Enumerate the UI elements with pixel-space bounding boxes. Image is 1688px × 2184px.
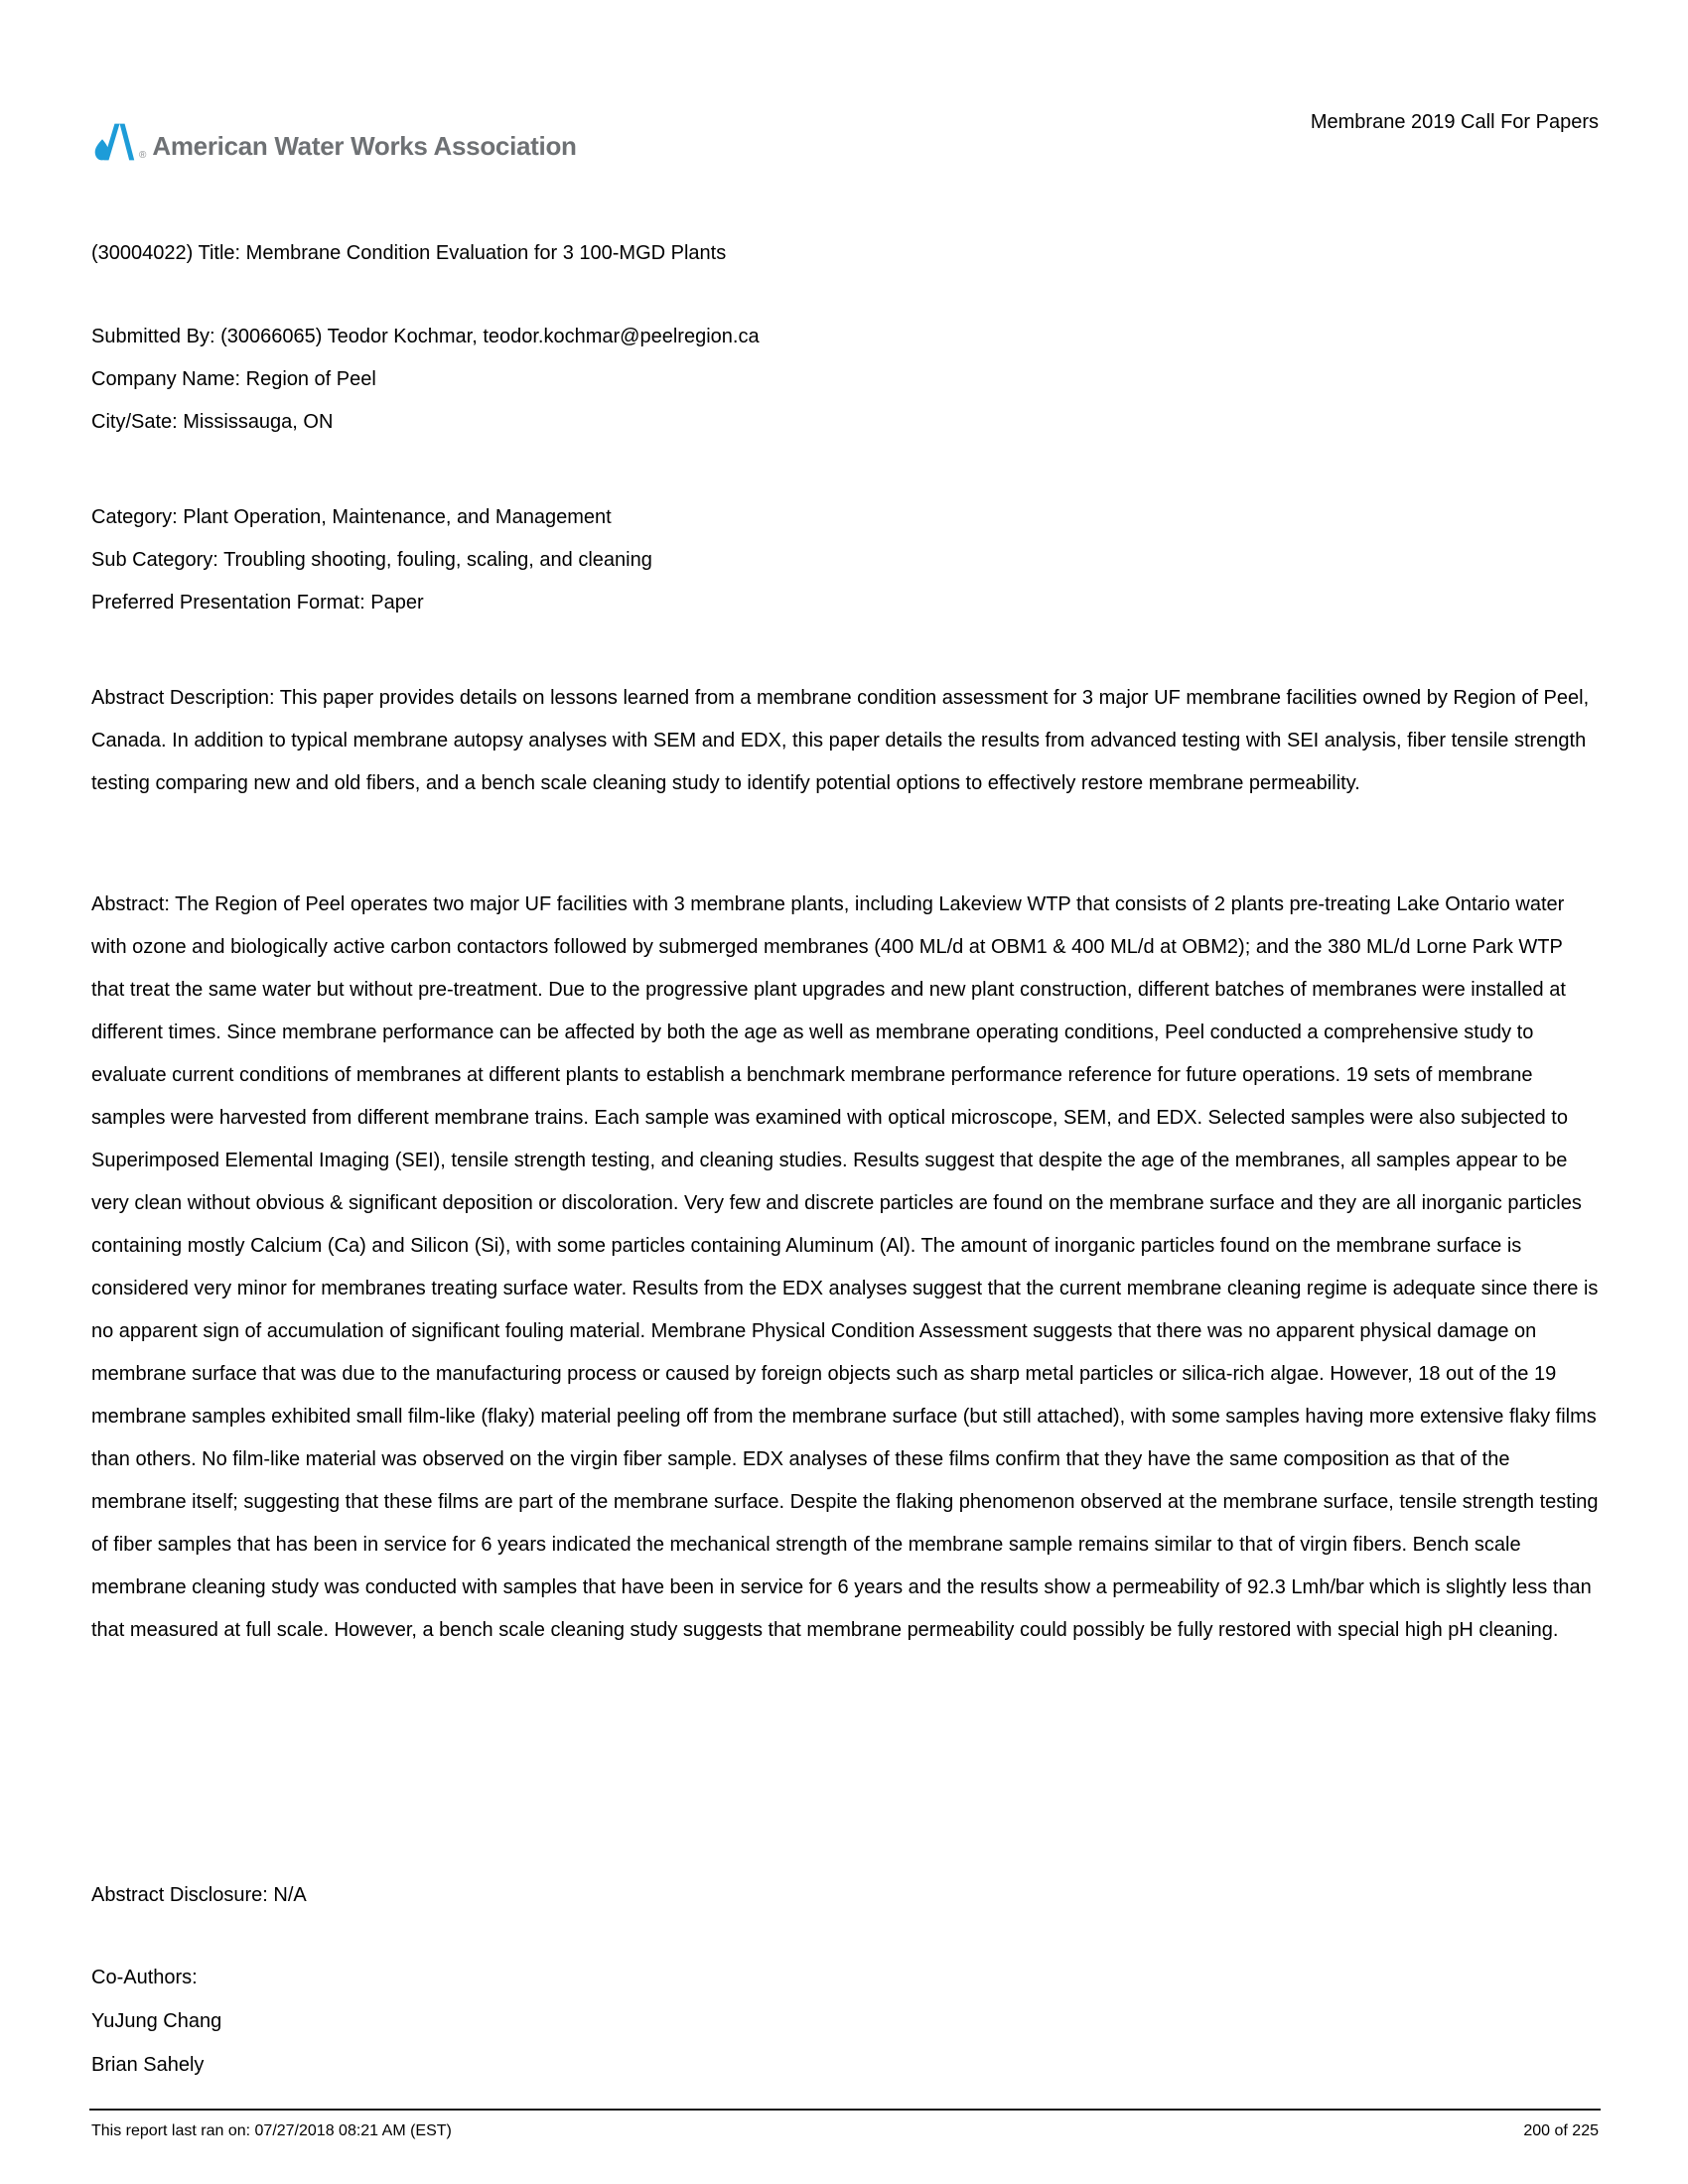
abstract-description (91, 677, 1601, 805)
awwa-logo (91, 119, 577, 165)
submitted-by-line (91, 316, 1601, 358)
company-value: Region of Peel (245, 368, 376, 390)
company-label: Company Name: (91, 368, 241, 390)
co-authors-block (91, 1956, 1601, 2087)
abstract-disclosure-label: Abstract Disclosure: (91, 1884, 268, 1906)
abstract-description-text: This paper provides details on lessons learned from a membrane condition assessment for 3 major UF membrane facilities owned by Region of Peel, Canada. In addition to typical membrane autopsy analyses with SEM and EDX, this paper details the results from advanced testing with SEI analysis, fiber tensile strength testing comparing new and old fibers, and a bench scale cleaning study to identify potential options to effectively restore membrane permeability. (91, 687, 1590, 794)
category-value: Plant Operation, Maintenance, and Management (183, 506, 612, 528)
abstract-text: The Region of Peel operates two major UF facilities with 3 membrane plants, including Lakeview WTP that consists of 2 plants pre-treating Lake Ontario water with ozone and biologically active carbon contactors followed by submerged membranes (400 ML/d at OBM1 & 400 ML/d at OBM2); and the 380 ML/d Lorne Park WTP that treat the same water but without pre-treatment. Due to the progressive plant upgrades and new plant construction, different batches of membranes were installed at different times. Since membrane performance can be affected by both the age as well as membrane operating conditions, Peel conducted a comprehensive study to evaluate current conditions of membranes at different plants to establish a benchmark membrane performance reference for future operations. 19 sets of membrane samples were harvested from different membrane trains. Each sample was examined with optical microscope, SEM, and EDX. Selected samples were also subjected to Superimposed Elemental Imaging (SEI), tensile strength testing, and cleaning studies. Results suggest that despite the age of the membranes, all samples appear to be very clean without obvious & significant deposition or discoloration. Very few and discrete particles are found on the membrane surface and they are all inorganic particles containing mostly Calcium (Ca) and Silicon (Si), with some particles containing Aluminum (Al). The amount of inorganic particles found on the membrane surface is considered very minor for membranes treating surface water. Results from the EDX analyses suggest that the current membrane cleaning regime is adequate since there is no apparent sign of accumulation of significant fouling material. Membrane Physical Condition Assessment suggests that there was no apparent physical damage on membrane surface that was due to the manufacturing process or caused by foreign objects such as sharp metal particles or silica-rich algae. However, 18 out of the 19 membrane samples exhibited small film-like (flaky) material peeling off from the membrane surface (but still attached), with some samples having more extensive flaky films than others. No film-like material was observed on the virgin fiber sample. EDX analyses of these films confirm that they have the same composition as that of the membrane itself; suggesting that these films are part of the membrane surface. Despite the flaking phenomenon observed at the membrane surface, tensile strength testing of fiber samples that has been in service for 6 years indicated the mechanical strength of the membrane sample remains similar to that of virgin fibers. Bench scale membrane cleaning study was conducted with samples that have been in service for 6 years and the results show a permeability of 92.3 Lmh/bar which is slightly less than that measured at full scale. However, a bench scale cleaning study suggests that membrane permeability could possibly be fully restored with special high pH cleaning. (91, 893, 1599, 1641)
footer-report-timestamp: This report last ran on: 07/27/2018 08:21 AM (EST) (91, 2122, 452, 2139)
city-label: City/Sate: (91, 411, 178, 433)
abstract (91, 884, 1601, 1652)
registered-trademark: ® (139, 150, 147, 161)
format-value: Paper (370, 592, 424, 614)
co-authors-label: Co-Authors: (91, 1967, 198, 1988)
abstract-description-label: Abstract Description: (91, 687, 275, 709)
abstract-label: Abstract: (91, 893, 170, 915)
sub-category-label: Sub Category: (91, 549, 218, 571)
category-label: Category: (91, 506, 178, 528)
sub-category-line (91, 539, 1601, 582)
footer-rule (89, 2109, 1601, 2111)
abstract-disclosure-value: N/A (273, 1884, 307, 1906)
submitted-by-value: (30066065) Teodor Kochmar, teodor.kochmar@peelregion.ca (220, 326, 760, 347)
city-value: Mississauga, ON (183, 411, 334, 433)
submission-title: (30004022) Title: Membrane Condition Evaluation for 3 100-MGD Plants (91, 242, 727, 264)
category-line (91, 496, 1601, 539)
sub-category-value: Troubling shooting, fouling, scaling, and cleaning (223, 549, 652, 571)
org-name: American Water Works Association (152, 131, 577, 161)
submitted-by-label: Submitted By: (91, 326, 215, 347)
contact-block (91, 316, 1601, 444)
co-author: Brian Sahely (91, 2054, 205, 2076)
co-author: YuJung Chang (91, 2010, 222, 2032)
awwa-drop-icon (91, 119, 137, 165)
event-title: Membrane 2019 Call For Papers (1310, 111, 1599, 133)
abstract-disclosure (91, 1874, 1601, 1917)
company-line (91, 358, 1601, 401)
format-label: Preferred Presentation Format: (91, 592, 365, 614)
footer-page-number: 200 of 225 (1523, 2122, 1599, 2139)
city-line (91, 401, 1601, 444)
category-block (91, 496, 1601, 624)
format-line (91, 582, 1601, 624)
